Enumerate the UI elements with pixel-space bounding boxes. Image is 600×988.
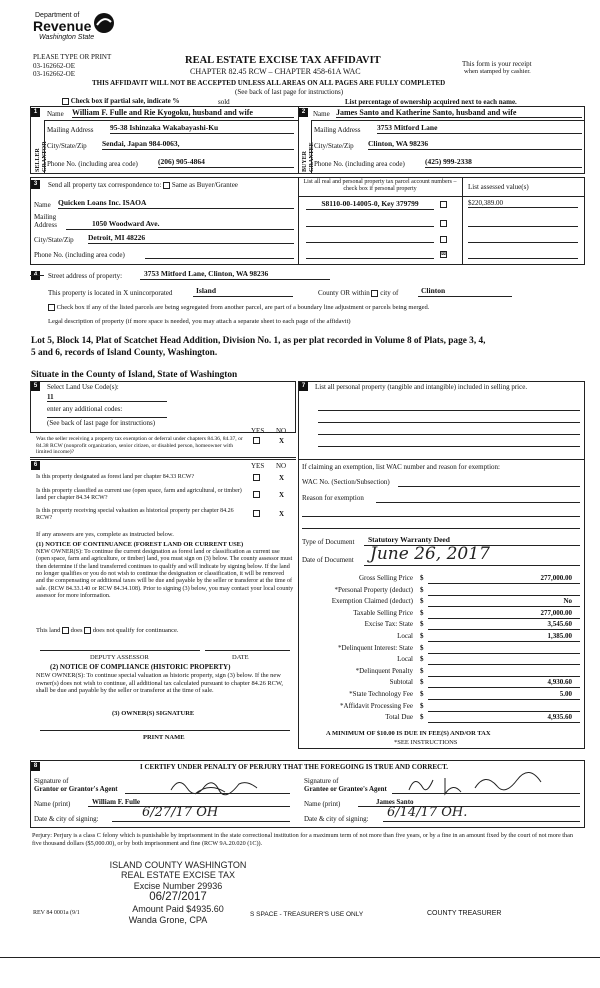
amount-value[interactable] xyxy=(428,586,580,596)
send-label: Send all property tax correspondence to: xyxy=(48,181,162,189)
seller-city-label: City/State/Zip xyxy=(47,142,87,150)
assessed-header: List assessed value(s) xyxy=(468,183,529,191)
amount-currency: $ xyxy=(420,574,424,582)
grantee-date[interactable]: 6/14/17 OH. xyxy=(383,806,580,822)
amount-value[interactable]: No xyxy=(428,597,580,607)
deputy-date: DATE xyxy=(232,654,249,661)
amount-value[interactable] xyxy=(428,667,580,677)
s6-q2-no-mark: X xyxy=(279,491,285,499)
amount-value[interactable] xyxy=(428,702,580,712)
personal-property-label: List all personal property (tangible and intangible) included in selling price. xyxy=(315,383,528,391)
send-correspondence xyxy=(48,181,238,189)
grantee-name-label: Name (print) xyxy=(304,800,341,808)
seller-city[interactable]: Sendai, Japan 984-0063, xyxy=(102,140,294,150)
revenue-emblem-icon xyxy=(91,12,117,34)
form-title: REAL ESTATE EXCISE TAX AFFIDAVIT xyxy=(185,55,381,66)
doc-date[interactable]: June 26, 2017 xyxy=(364,545,580,566)
s6-no: NO xyxy=(276,462,287,470)
city-of-checkbox[interactable] xyxy=(371,290,378,297)
section-2-badge: 2 xyxy=(299,108,308,117)
warning-text: THIS AFFIDAVIT WILL NOT BE ACCEPTED UNLESS ALL AREAS ON ALL PAGES ARE FULLY COMPLETED xyxy=(92,79,446,87)
additional-codes-label: enter any additional codes: xyxy=(47,405,123,413)
section-5-badge: 5 xyxy=(31,382,40,391)
form-code-1: 03-162662-OE xyxy=(33,62,75,70)
grantee-sig-label-1: Signature of xyxy=(304,777,339,785)
logo-revenue: Revenue xyxy=(33,18,92,34)
form-subtitle: CHAPTER 82.45 RCW – CHAPTER 458-61A WAC xyxy=(190,67,361,76)
s6-q2-yes-checkbox[interactable] xyxy=(253,491,260,498)
grantor-date[interactable]: 6/27/17 OH xyxy=(112,806,290,822)
amount-label: Subtotal xyxy=(389,678,413,686)
assessed-value[interactable]: $220,389.00 xyxy=(468,199,578,208)
notice1-body: NEW OWNER(S): To continue the current designation as forest land or classification as current use (open space, farm and agriculture, or timber) land, you must sign on (3) below. The county assessor must then determine if the land transferred continues to qualify and will indicate by signing below. If the land no longer qualifies or you do not wish to continue the designation or classification, it will be removed and the compensating or additional taxes will be due and payable by the seller or transferor at the time of sale. (RCW 84.33.140 or RCW 84.34.108). Prior to signing (3) below, you may contact your local county assessor for more information. xyxy=(36,549,294,599)
amount-label: Excise Tax: State xyxy=(364,620,413,628)
stamp-line-2: REAL ESTATE EXCISE TAX xyxy=(120,870,236,881)
does-not-checkbox[interactable] xyxy=(84,627,91,634)
grantor-sig-label-2: Grantor or Grantor's Agent xyxy=(34,785,118,793)
section-6-badge: 6 xyxy=(31,461,40,470)
same-as-buyer-checkbox[interactable] xyxy=(163,182,170,189)
buyer-name[interactable]: James Santo and Katherine Santo, husband and wife xyxy=(336,108,582,118)
this-land-label: This land xyxy=(36,627,61,634)
grantee-date-label: Date & city of signing: xyxy=(304,815,369,823)
continuance-row xyxy=(36,627,179,634)
reason-label: Reason for exemption xyxy=(302,494,364,502)
located-county[interactable]: Island xyxy=(193,287,293,297)
amount-label: *Personal Property (deduct) xyxy=(334,586,413,594)
logo-dept: Department of xyxy=(35,12,80,19)
notice1-title: (1) NOTICE OF CONTINUANCE (FOREST LAND OR CURRENT USE) xyxy=(36,541,244,548)
legal-line-1: Lot 5, Block 14, Plat of Scatchet Head Addition, Division No. 1, as per plat recorded in Volume 8 of Plats, page 3, 4, xyxy=(31,336,486,346)
amount-value[interactable] xyxy=(428,655,580,665)
amount-label: Gross Selling Price xyxy=(358,574,413,582)
county-or-label: County OR within xyxy=(318,289,370,297)
perjury-text: Perjury: Perjury is a class C felony which is punishable by imprisonment in the state correctional institution for a maximum term of not more than five years, or by a fine in an amount fixed by the court of not more than five thousand dollars ($5,000.00), or by both imprisonment and fine (RCW 9A.20.020 (1C)). xyxy=(32,832,573,847)
street-address[interactable]: 3753 Mitford Lane, Clinton, WA 98236 xyxy=(140,270,330,280)
seller-side-label: SELLER xyxy=(35,148,41,172)
buyer-phone-label: Phone No. (including area code) xyxy=(314,160,405,168)
buyer-city[interactable]: Clinton, WA 98236 xyxy=(368,140,582,150)
tax-name-label: Name xyxy=(34,201,51,209)
s6-if-yes: If any answers are yes, complete as instructed below. xyxy=(36,531,174,538)
buyer-phone[interactable]: (425) 999-2338 xyxy=(425,158,582,168)
tax-mailing-label: Mailing Address xyxy=(34,213,57,230)
grantee-sig-label-2: Grantee or Grantee's Agent xyxy=(304,785,387,793)
seller-phone-label: Phone No. (including area code) xyxy=(47,160,138,168)
logo-state: Washington State xyxy=(39,34,95,41)
parcel-personal-checkbox-4[interactable]: ⊠ xyxy=(441,251,447,257)
s6-q3: Is this property receiving special valuation as historical property per chapter 84.26 RCW? xyxy=(36,508,234,521)
does-not-label: does not qualify for continuance. xyxy=(92,627,179,634)
amount-value[interactable]: 3,545.60 xyxy=(428,620,580,630)
receipt-note-2: when stamped by cashier. xyxy=(464,68,531,75)
amount-currency: $ xyxy=(420,702,424,710)
grantor-date-label: Date & city of signing: xyxy=(34,815,99,823)
amount-value[interactable]: 4,930.60 xyxy=(428,678,580,688)
seller-name-label: Name xyxy=(47,110,64,118)
parcel-personal-checkbox-3[interactable] xyxy=(440,236,447,243)
buyer-mailing-label: Mailing Address xyxy=(314,126,361,134)
tax-city-label: City/State/Zip xyxy=(34,236,74,244)
land-use-see-back: (See back of last page for instructions) xyxy=(47,419,156,427)
owner-signature-label: (3) OWNER(S) SIGNATURE xyxy=(112,710,195,717)
stamp-line-6: Wanda Grone, CPA xyxy=(128,914,208,925)
partial-sale-label: Check box if partial sale, indicate % xyxy=(70,97,180,105)
grantor-signature-scribble xyxy=(165,772,265,800)
receipt-note-1: This form is your receipt xyxy=(462,60,532,68)
does-label: does xyxy=(70,627,83,634)
buyer-mailing[interactable]: 3753 Mitford Lane xyxy=(377,124,582,134)
treasurer-space: S SPACE - TREASURER'S USE ONLY xyxy=(250,911,364,918)
located-label: This property is located in X unincorporated xyxy=(48,289,173,297)
parcel-personal-checkbox-1[interactable] xyxy=(440,201,447,208)
amount-currency: $ xyxy=(420,632,424,640)
grantor-name[interactable]: William F. Fulle xyxy=(88,798,290,807)
seller-name[interactable]: William F. Fulle and Rie Kyogoku, husband and wife xyxy=(72,108,294,118)
amount-value[interactable]: 1,385.00 xyxy=(428,632,580,642)
segregated-checkbox[interactable] xyxy=(48,304,55,311)
s6-q2: Is this property classified as current use (open space, farm and agricultural, or timber) land per chapter 84.34 RCW? xyxy=(36,488,242,501)
amount-currency: $ xyxy=(420,678,424,686)
s5-yes-checkbox[interactable] xyxy=(253,437,260,444)
grantee-name[interactable]: James Santo xyxy=(358,798,580,807)
exemption-claim-label: If claiming an exemption, list WAC number and reason for exemption: xyxy=(302,463,500,471)
does-checkbox[interactable] xyxy=(62,627,69,634)
amount-value[interactable]: 4,935.60 xyxy=(428,713,580,723)
s6-q3-no-mark: X xyxy=(279,510,285,518)
situate-line: Situate in the County of Island, State of Washington xyxy=(31,370,238,380)
same-as-buyer-label: Same as Buyer/Grantee xyxy=(171,181,238,189)
partial-sale-row xyxy=(62,97,179,105)
doc-type[interactable]: Statutory Warranty Deed xyxy=(364,536,580,546)
amount-value[interactable]: 5.00 xyxy=(428,690,580,700)
partial-sale-checkbox[interactable] xyxy=(62,98,69,105)
rev-number: REV 84 0001a (9/1 xyxy=(33,910,80,916)
stamp-line-5: Amount Paid $4935.60 xyxy=(132,904,224,915)
stamp-line-1: ISLAND COUNTY WASHINGTON xyxy=(109,860,247,870)
revenue-logo xyxy=(33,12,123,52)
street-label: Street address of property: xyxy=(48,272,123,280)
stamp-line-3: Excise Number 29936 xyxy=(133,880,223,891)
doc-date-label: Date of Document xyxy=(302,556,354,564)
amount-label: Taxable Selling Price xyxy=(353,609,413,617)
land-use-label: Select Land Use Code(s): xyxy=(47,383,119,391)
located-city[interactable]: Clinton xyxy=(418,287,512,297)
amount-currency: $ xyxy=(420,620,424,628)
doc-type-label: Type of Document xyxy=(302,538,355,546)
notice2-body: NEW OWNER(S): To continue special valuation as historic property, sign (3) below. If the new owner(s) does not wish to continue, all additional tax calculated pursuant to chapter 84.26 RCW, shall be due and payable by the seller or transferor at the time of sale. xyxy=(36,672,283,695)
s6-q1-no-mark: X xyxy=(279,474,285,482)
stamp-line-4: 06/27/2017 xyxy=(149,891,207,904)
amount-label: *State Technology Fee xyxy=(349,690,413,698)
amount-label: Local xyxy=(397,632,413,640)
tax-city[interactable]: Detroit, MI 48226 xyxy=(88,234,294,244)
s5-yes: YES xyxy=(251,427,265,435)
amount-label: *Delinquent Penalty xyxy=(355,667,413,675)
print-name-label: PRINT NAME xyxy=(143,734,185,741)
deputy-assessor: DEPUTY ASSESSOR xyxy=(90,654,149,661)
s5-no-mark: X xyxy=(279,437,285,445)
tax-name[interactable]: Quicken Loans Inc. ISAOA xyxy=(58,199,294,209)
amount-currency: $ xyxy=(420,690,424,698)
grantor-sig-label-1: Signature of xyxy=(34,777,69,785)
amount-value[interactable]: 277,000.00 xyxy=(428,609,580,619)
grantee-signature-scribble xyxy=(405,770,545,798)
section-1-badge: 1 xyxy=(31,108,40,117)
wac-label: WAC No. (Section/Subsection) xyxy=(302,478,390,486)
seller-phone[interactable]: (206) 905-4864 xyxy=(158,158,294,168)
see-instructions: *SEE INSTRUCTIONS xyxy=(394,739,458,746)
seller-mailing-label: Mailing Address xyxy=(47,126,94,134)
form-code-2: 03-162662-OE xyxy=(33,70,75,78)
s6-q1: Is this property designated as forest land per chapter 84.33 RCW? xyxy=(36,474,195,480)
notice2-title: (2) NOTICE OF COMPLIANCE (HISTORIC PROPERTY) xyxy=(50,663,231,671)
segregated-row xyxy=(48,304,429,311)
section-3-badge: 3 xyxy=(31,180,40,189)
city-of-label: city of xyxy=(380,289,399,297)
amount-currency: $ xyxy=(420,644,424,652)
segregated-label: Check box if any of the listed parcels are being segregated from another parcel, are part of a boundary line adjustment or parcels being merged. xyxy=(56,304,430,311)
parcel-number[interactable]: S8110-00-14005-0, Key 379799 xyxy=(306,200,434,210)
treasurer-stamp xyxy=(88,860,268,925)
legal-line-2: 5 and 6, records of Island County, Washington. xyxy=(31,348,218,358)
county-or xyxy=(318,289,398,297)
amount-currency: $ xyxy=(420,586,424,594)
sold-label: sold xyxy=(218,98,230,106)
list-pct-label: List percentage of ownership acquired next to each name. xyxy=(345,98,517,106)
buyer-side-label: BUYER xyxy=(302,150,308,172)
amount-label: Total Due xyxy=(385,713,413,721)
amount-currency: $ xyxy=(420,655,424,663)
amount-currency: $ xyxy=(420,597,424,605)
county-treasurer: COUNTY TREASURER xyxy=(427,910,502,917)
s6-q3-yes-checkbox[interactable] xyxy=(253,510,260,517)
parcel-header: List all real and personal property tax parcel account numbers – check box if personal property xyxy=(303,179,457,192)
grantor-name-label: Name (print) xyxy=(34,800,71,808)
section-7-badge: 7 xyxy=(299,382,308,391)
amount-currency: $ xyxy=(420,667,424,675)
amount-currency: $ xyxy=(420,609,424,617)
tax-mailing[interactable]: 1050 Woodward Ave. xyxy=(66,220,294,230)
tax-phone[interactable] xyxy=(145,258,294,259)
buyer-city-label: City/State/Zip xyxy=(314,142,354,150)
amount-currency: $ xyxy=(420,713,424,721)
amount-label: Local xyxy=(397,655,413,663)
see-back: (See back of last page for instructions) xyxy=(235,88,344,96)
s5-no: NO xyxy=(276,427,287,435)
please-type: PLEASE TYPE OR PRINT xyxy=(33,53,112,61)
legal-label: Legal description of property (if more space is needed, you may attach a separate sheet to each page of the affidavit) xyxy=(48,318,351,325)
tax-phone-label: Phone No. (including area code) xyxy=(34,251,125,259)
land-use-code[interactable]: 11 xyxy=(47,393,167,402)
parcel-personal-checkbox-2[interactable] xyxy=(440,220,447,227)
amount-label: Exemption Claimed (deduct) xyxy=(331,597,413,605)
exemption-question: Was the seller receiving a property tax exemption or deferral under chapters 84.36, 84.37, or 84.38 RCW (nonprofit organization, senior citizen, or disabled person, homeowner with limited income)? xyxy=(36,436,243,456)
certify-text: I CERTIFY UNDER PENALTY OF PERJURY THAT THE FOREGOING IS TRUE AND CORRECT. xyxy=(140,763,449,771)
section-8-badge: 8 xyxy=(31,762,40,771)
buyer-name-label: Name xyxy=(313,110,330,118)
s6-yes: YES xyxy=(251,462,265,470)
amount-value[interactable]: 277,000.00 xyxy=(428,574,580,584)
seller-mailing[interactable]: 95-38 Ishinzaka Wakabayashi-Ku xyxy=(110,124,294,134)
s6-q1-yes-checkbox[interactable] xyxy=(253,474,260,481)
minimum-due: A MINIMUM OF $10.00 IS DUE IN FEE(S) AND/OR TAX xyxy=(326,730,491,737)
amount-label: *Delinquent Interest: State xyxy=(337,644,413,652)
amount-value[interactable] xyxy=(428,644,580,654)
amount-label: *Affidavit Processing Fee xyxy=(340,702,413,710)
